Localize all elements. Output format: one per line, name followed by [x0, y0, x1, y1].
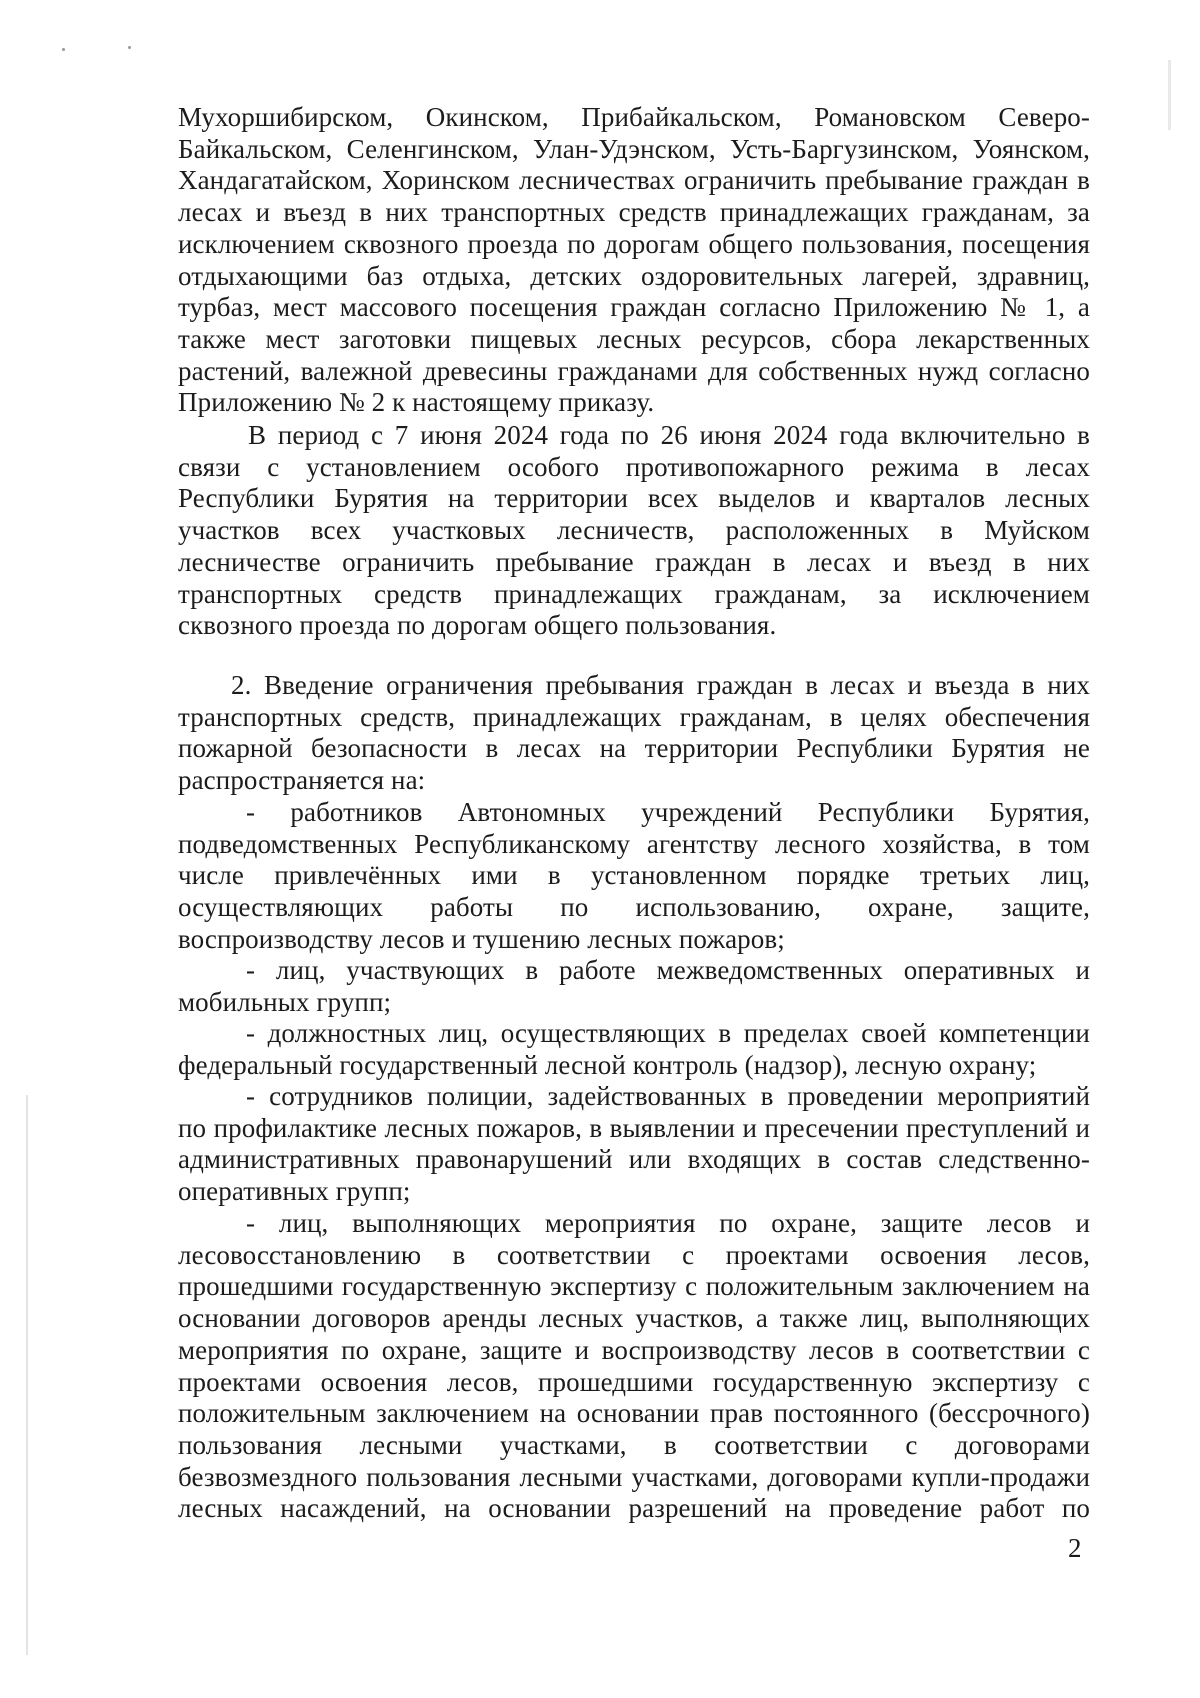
text-line: лесничестве ограничить пребывание граждан в лесах и въезд в них	[178, 546, 1090, 577]
scan-edge-mark	[26, 1095, 28, 1655]
text-line: пожарной безопасности в лесах на территории Республики Бурятия не	[178, 733, 1090, 764]
scan-speck	[128, 46, 131, 49]
text-line: пользования лесными участками, в соответствии с договорами	[178, 1429, 1090, 1460]
text-line: сквозного проезда по дорогам общего пользования.	[178, 610, 777, 641]
text-line: В период с 7 июня 2024 года по 26 июня 2024 года включительно в	[248, 420, 1090, 450]
text-line: лесных насаждений, на основании разрешений на проведение работ по	[178, 1493, 1090, 1524]
text-line: растений, валежной древесины гражданами для собственных нужд согласно	[178, 355, 1090, 386]
text-line: Хандагатайском, Хоринском лесничествах ограничить пребывание граждан в	[178, 165, 1090, 196]
list-item	[178, 1081, 1090, 1208]
text-line: - работников Автономных учреждений Республики Бурятия,	[246, 797, 1090, 827]
text-line: участков всех участковых лесничеств, расположенных в Муйском	[178, 515, 1090, 546]
text-line: положительным заключением на основании прав постоянного (бессрочного)	[178, 1398, 1090, 1429]
text-line: - лиц, выполняющих мероприятия по охране, защите лесов и	[246, 1208, 1090, 1238]
text-line: исключением сквозного проезда по дорогам общего пользования, посещения	[178, 228, 1090, 259]
text-line: турбаз, мест массового посещения граждан согласно Приложению № 1, а	[178, 292, 1090, 323]
scan-edge-mark	[1168, 60, 1171, 130]
text-line: мобильных групп;	[178, 986, 392, 1017]
text-line: федеральный государственный лесной контроль (надзор), лесную охрану;	[178, 1049, 1037, 1080]
text-line: Приложению № 2 к настоящему приказу.	[178, 387, 655, 418]
text-line: по профилактике лесных пожаров, в выявлении и пресечении преступлений и	[178, 1112, 1090, 1143]
text-line: связи с установлением особого противопожарного режима в лесах	[178, 451, 1090, 482]
paragraph-point-2	[178, 670, 1090, 797]
list-item	[178, 955, 1090, 1018]
text-line: Байкальском, Селенгинском, Улан-Удэнском, Усть-Баргузинском, Уоянском,	[178, 133, 1090, 164]
list-item	[178, 797, 1090, 956]
text-line: лесах и въезд в них транспортных средств принадлежащих гражданам, за	[178, 197, 1090, 228]
text-line: лесовосстановлению в соответствии с проектами освоения лесов,	[178, 1239, 1090, 1270]
text-line: отдыхающими баз отдыха, детских оздоровительных лагерей, здравниц,	[178, 260, 1090, 291]
paragraph-continuation	[178, 102, 1090, 419]
scan-speck	[62, 48, 65, 51]
text-line: воспроизводству лесов и тушению лесных пожаров;	[178, 923, 785, 954]
text-line: основании договоров аренды лесных участков, а также лиц, выполняющих	[178, 1303, 1090, 1334]
text-line: безвозмездного пользования лесными участками, договорами купли-продажи	[178, 1461, 1090, 1492]
list-item	[178, 1018, 1090, 1081]
text-line: транспортных средств, принадлежащих гражданам, в целях обеспечения	[178, 701, 1090, 732]
paragraph-muya-restriction	[178, 420, 1090, 642]
text-line: - должностных лиц, осуществляющих в пределах своей компетенции	[246, 1018, 1090, 1048]
text-line: проектами освоения лесов, прошедшими государственную экспертизу с	[178, 1366, 1090, 1397]
text-line: мероприятия по охране, защите и воспроизводству лесов в соответствии с	[178, 1334, 1090, 1365]
text-line: Мухоршибирском, Окинском, Прибайкальском, Романовском Северо-	[178, 102, 1090, 132]
text-line: оперативных групп;	[178, 1176, 411, 1207]
text-line: 2. Введение ограничения пребывания граждан в лесах и въезда в них	[231, 670, 1090, 700]
text-line: прошедшими государственную экспертизу с положительным заключением на	[178, 1271, 1090, 1302]
page-number: 2	[1068, 1533, 1082, 1563]
text-line: также мест заготовки пищевых лесных ресурсов, сбора лекарственных	[178, 323, 1090, 354]
text-line: числе привлечённых ими в установленном порядке третьих лиц,	[178, 860, 1090, 891]
text-line: - лиц, участвующих в работе межведомственных оперативных и	[246, 955, 1090, 985]
text-line: распространяется на:	[178, 765, 426, 796]
list-item	[178, 1208, 1090, 1525]
text-line: осуществляющих работы по использованию, охране, защите,	[178, 892, 1090, 923]
text-line: административных правонарушений или входящих в состав следственно-	[178, 1144, 1090, 1175]
text-line: Республики Бурятия на территории всех выделов и кварталов лесных	[178, 483, 1090, 514]
text-line: - сотрудников полиции, задействованных в проведении мероприятий	[246, 1081, 1090, 1111]
text-line: подведомственных Республиканскому агентству лесного хозяйства, в том	[178, 828, 1090, 859]
text-line: транспортных средств принадлежащих гражданам, за исключением	[178, 578, 1090, 609]
